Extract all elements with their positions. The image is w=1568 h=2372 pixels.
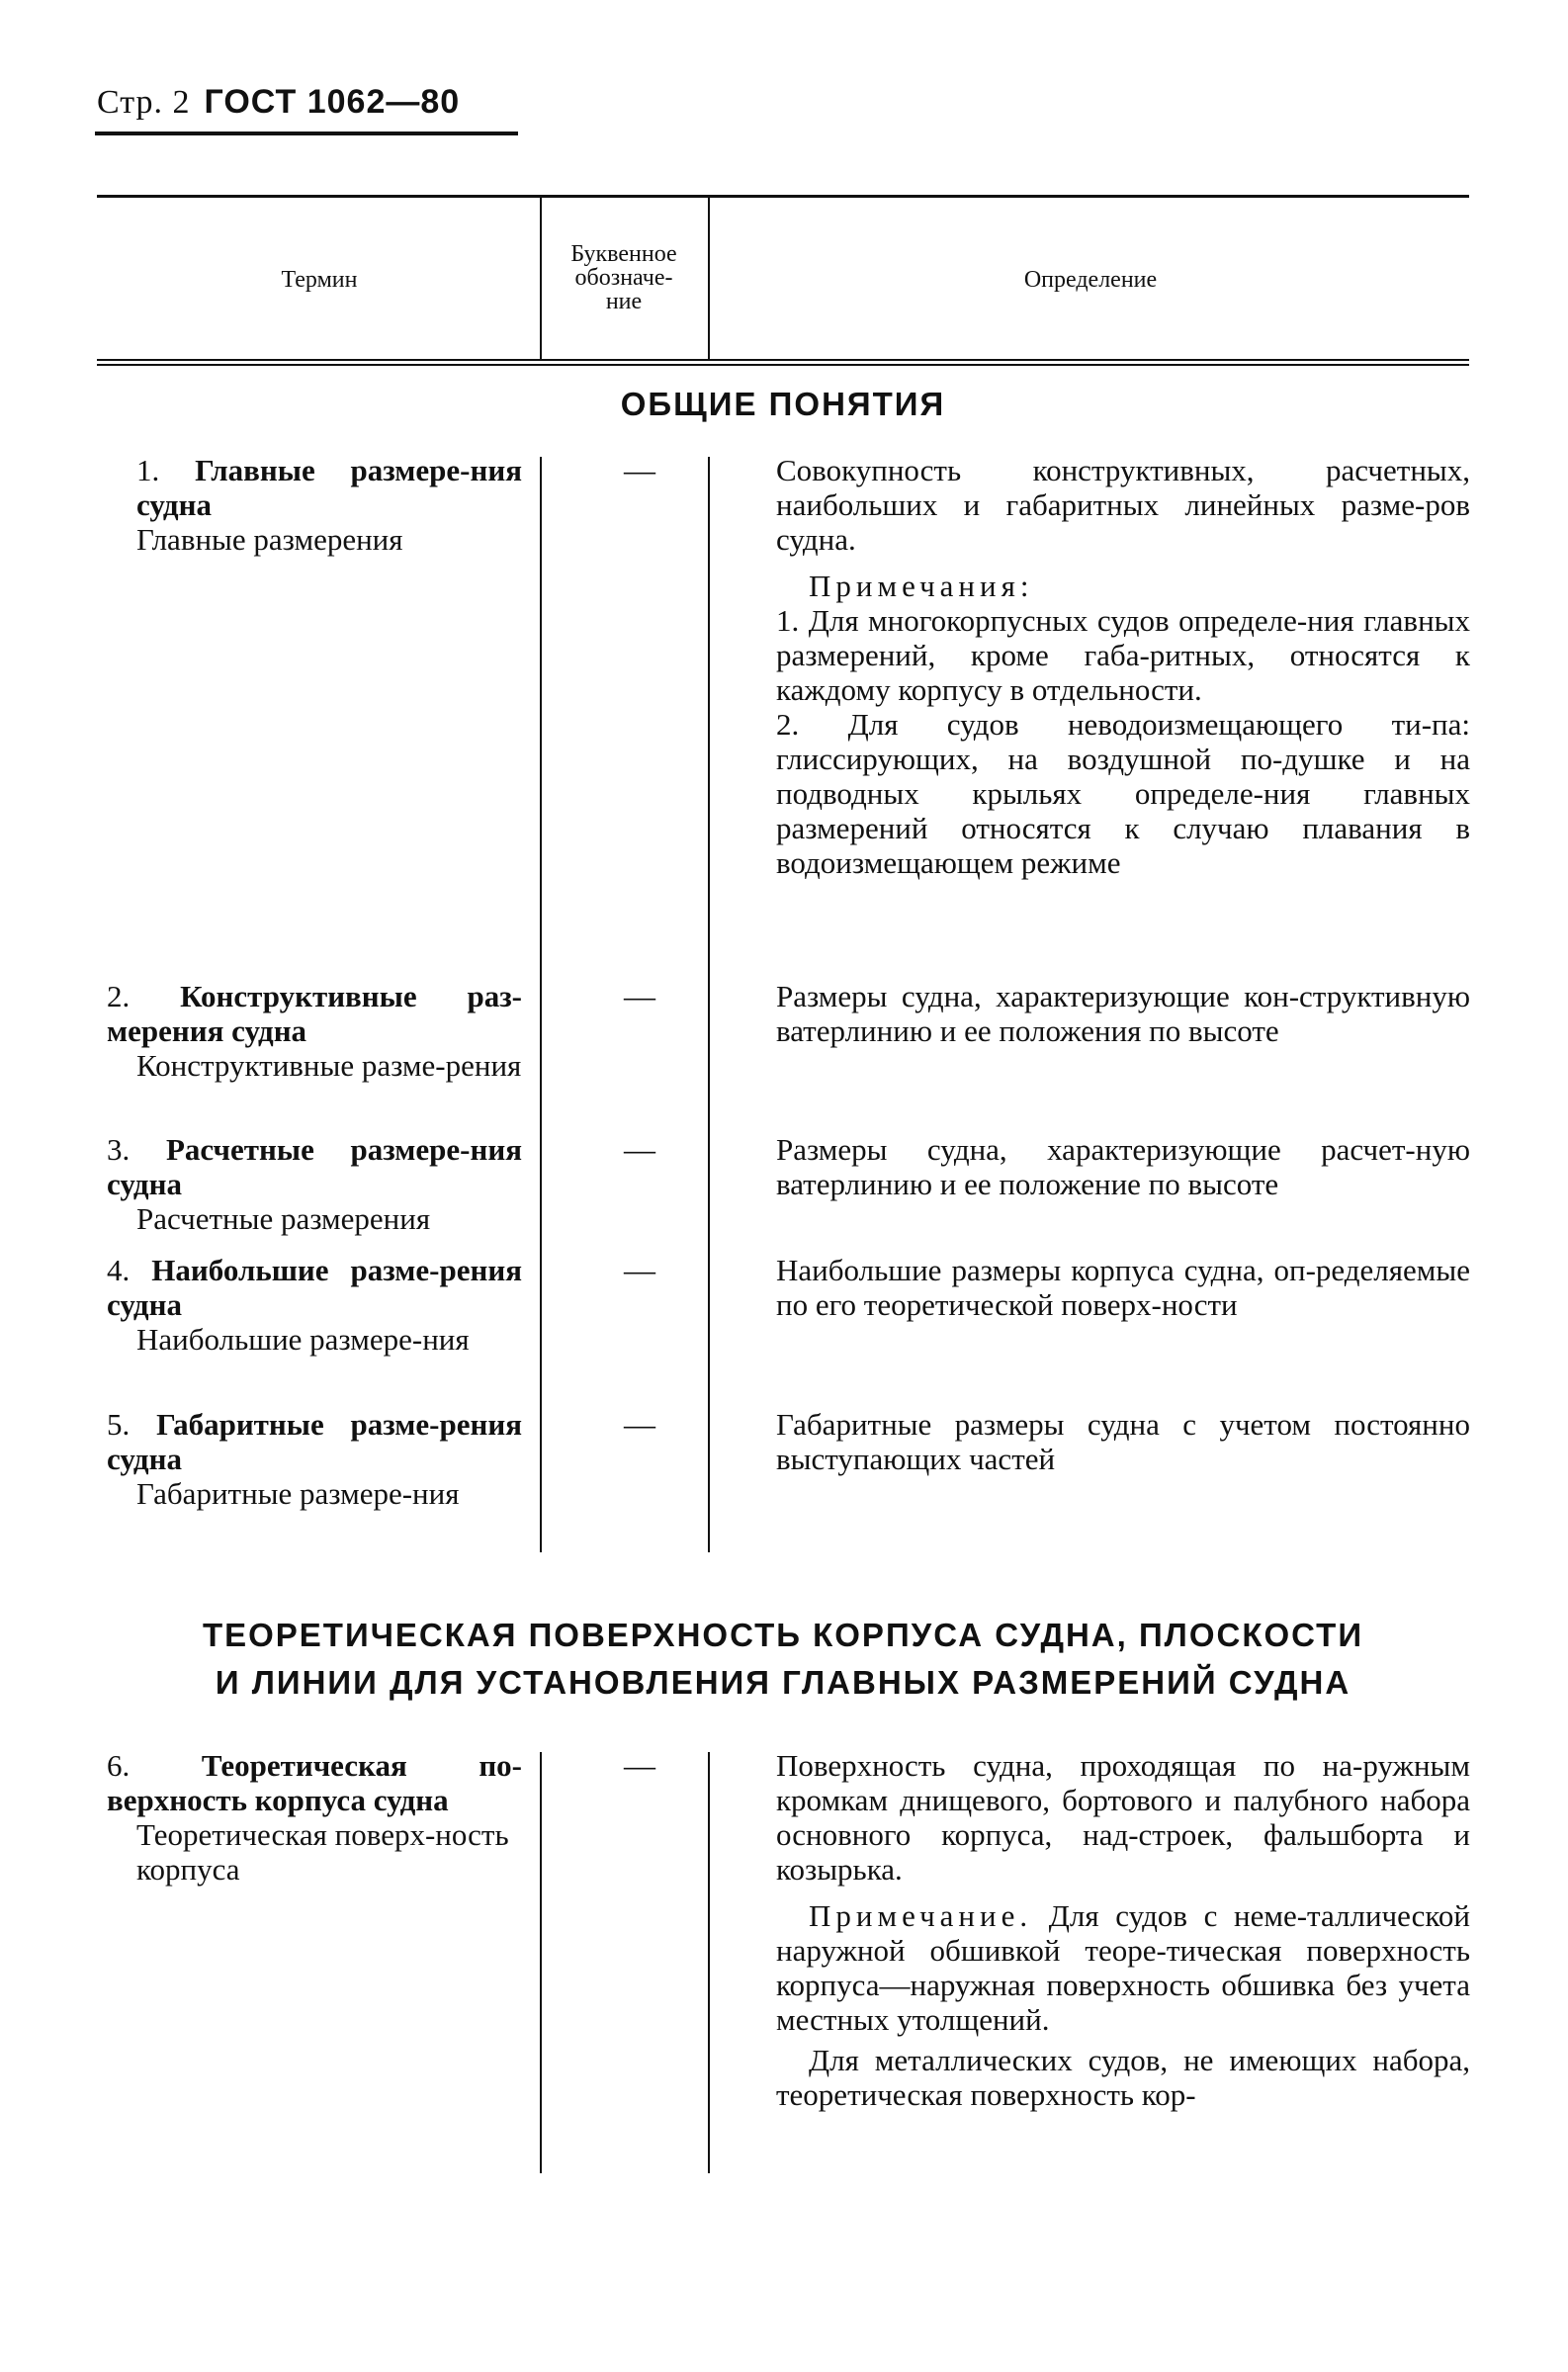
column-header-symbol [544,242,704,313]
term-primary: Конструктивные раз-мерения судна [107,979,522,1048]
column-header-symbol-line: Буквенное [570,241,677,267]
column-header-symbol-line: ние [605,289,643,314]
term-alt: Расчетные размерения [136,1201,431,1236]
definition [776,1253,1470,1322]
page-header [97,83,460,122]
symbol-dash: — [624,1406,655,1442]
column-header-term: Термин [281,267,358,293]
term-alt: Главные размерения [136,522,403,557]
column-divider [708,457,710,1552]
definition-text: Поверхность судна, проходящая по на-ружным кромкам днищевого, бортового и палубного набора основного корпуса, над-строек, фальшборта и козырька. [776,1748,1470,1887]
note-text: Для судов с неме-таллической наружной обшивкой теоре-тическая поверхность корпуса—наружная поверхность обшивка без учета местных утолщений. [776,1898,1470,2037]
definition-text: Размеры судна, характеризующие расчет-ную ватерлинию и ее положение по высоте [776,1132,1470,1201]
definition-text: Наибольшие размеры корпуса судна, оп-ределяемые по его теоретической поверх-ности [776,1253,1470,1322]
column-divider [540,198,542,359]
definition [776,1132,1470,1201]
term-entry [107,1253,522,1357]
definition-text: Габаритные размеры судна с учетом постоянно выступающих частей [776,1407,1470,1476]
term-primary: Теоретическая по-верхность корпуса судна [107,1748,523,1817]
term-primary: Габаритные разме-рения судна [107,1407,523,1476]
note-text-2: Для металлических судов, не имеющих набора, теоретическая поверхность кор- [776,2043,1470,2112]
term-alt: Габаритные размере-ния [136,1476,460,1511]
symbol-dash: — [624,452,655,487]
section-title [97,1612,1469,1707]
term-primary: Расчетные размере-ния судна [107,1132,522,1201]
column-divider [540,1752,542,2173]
table-top-rule [97,195,1469,198]
term-alt: Теоретическая поверх-ность корпуса [136,1817,509,1887]
term-entry [107,1407,522,1511]
note-item: 1. Для многокорпусных судов определе-ния главных размерений, кроме габа-ритных, относятся к каждому корпусу в отдельности. [776,603,1470,707]
definition [776,453,1470,880]
term-alt: Конструктивные разме-рения [136,1048,522,1083]
definition-text: Размеры судна, характеризующие кон-структивную ватерлинию и ее положения по высоте [776,979,1470,1048]
term-entry [107,1132,522,1236]
symbol-dash: — [624,1252,655,1287]
note-paragraph [776,1898,1470,2037]
term-alt: Наибольшие размере-ния [136,1322,470,1357]
term-entry [107,453,522,557]
term-primary: Наибольшие разме-рения судна [107,1253,522,1322]
note-heading: Примечания: [809,569,1034,603]
standard-number: ГОСТ 1062—80 [204,83,461,121]
term-number: 6. [107,1748,131,1783]
term-number: 3. [107,1132,131,1167]
definition [776,1407,1470,1476]
note-item: 2. Для судов неводоизмещающего ти-па: глиссирующих, на воздушной по-душке и на подводных крыльях определе-ния главных размерений относятся к случаю плавания в водоизмещающем режиме [776,707,1470,880]
term-primary: Главные размере-ния судна [136,453,523,522]
definition [776,979,1470,1048]
section-title-line: И ЛИНИИ ДЛЯ УСТАНОВЛЕНИЯ ГЛАВНЫХ РАЗМЕРЕНИЙ СУДНА [215,1664,1351,1701]
column-header-definition: Определение [1023,267,1158,293]
term-number: 4. [107,1253,131,1287]
symbol-dash: — [624,978,655,1013]
term-entry [107,1748,522,1887]
term-number: 1. [136,453,160,487]
definition [776,1748,1470,2112]
symbol-dash: — [624,1131,655,1167]
header-rule [95,132,518,135]
column-header-symbol-line: обозначе- [574,265,673,291]
header-double-rule [97,359,1469,366]
column-divider [708,198,710,359]
column-divider [708,1752,710,2173]
term-number: 2. [107,979,131,1013]
definition-text: Совокупность конструктивных, расчетных, наибольших и габаритных линейных разме-ров судна. [776,453,1470,557]
page-number: Стр. 2 [97,84,191,121]
term-number: 5. [107,1407,131,1442]
note-heading: Примечание. [809,1898,1033,1933]
symbol-dash: — [624,1747,655,1783]
section-title-line: ТЕОРЕТИЧЕСКАЯ ПОВЕРХНОСТЬ КОРПУСА СУДНА, ПЛОСКОСТИ [202,1617,1364,1653]
term-entry [107,979,522,1083]
section-title: ОБЩИЕ ПОНЯТИЯ [620,386,946,422]
column-divider [540,457,542,1552]
